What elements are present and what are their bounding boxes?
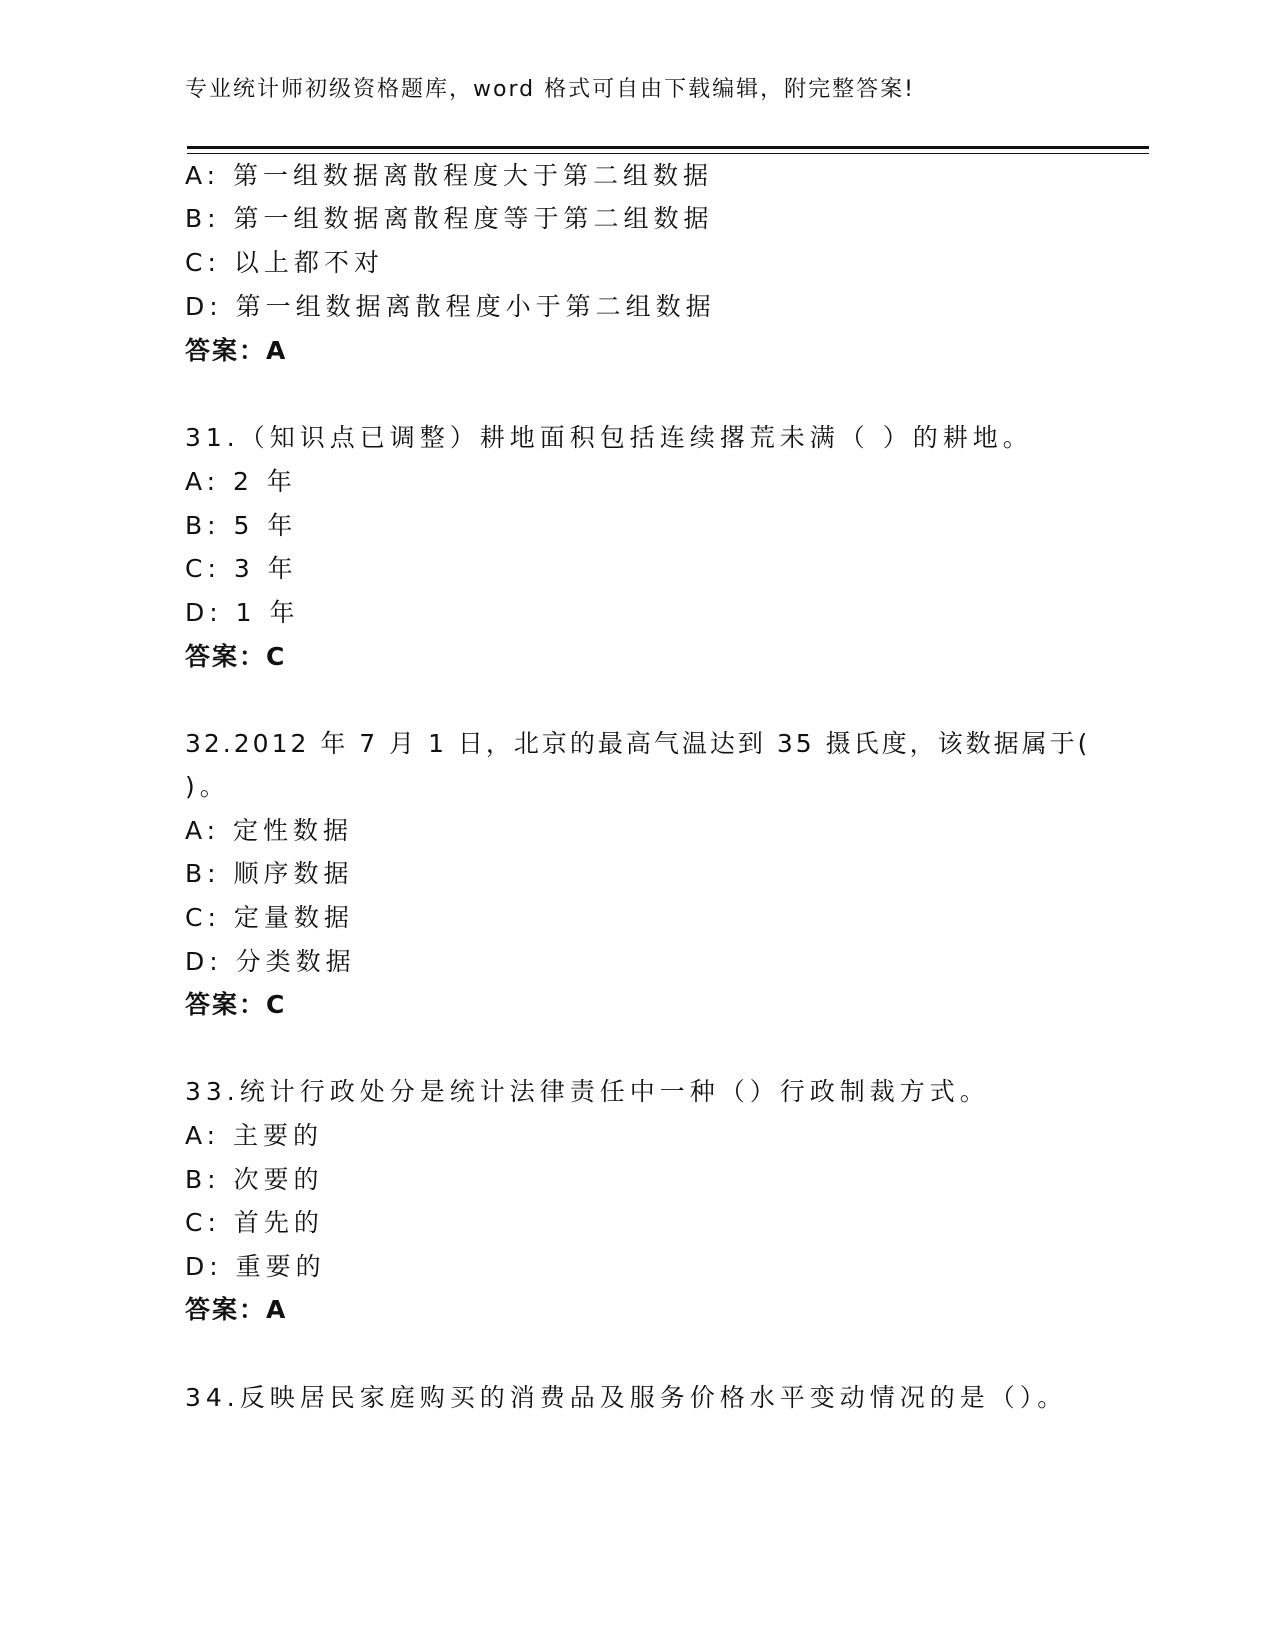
q33-question: 33.统计行政处分是统计法律责任中一种（）行政制裁方式。: [185, 1077, 990, 1106]
q31-answer: 答案：C: [185, 642, 287, 671]
q33-option-c: C: 首先的: [185, 1208, 324, 1237]
q33-answer: 答案：A: [185, 1295, 288, 1324]
q33-option-b: B: 次要的: [185, 1165, 324, 1194]
page-header-text: 专业统计师初级资格题库，word 格式可自由下载编辑，附完整答案!: [185, 77, 915, 102]
q33-option-a: A: 主要的: [185, 1121, 324, 1150]
q32-question-line2: )。: [185, 772, 230, 801]
q32-option-d: D: 分类数据: [185, 947, 356, 976]
q30-option-b: B: 第一组数据离散程度等于第二组数据: [185, 204, 714, 233]
q31-question: 31.（知识点已调整）耕地面积包括连续撂荒未满（ ）的耕地。: [185, 423, 1033, 452]
q32-option-a: A: 定性数据: [185, 816, 354, 845]
q31-option-c: C: 3 年: [185, 554, 298, 583]
q31-option-b: B: 5 年: [185, 511, 298, 540]
q32-answer: 答案：C: [185, 990, 287, 1019]
q34-question: 34.反映居民家庭购买的消费品及服务价格水平变动情况的是（）。: [185, 1383, 1068, 1412]
q31-option-d: D: 1 年: [185, 598, 300, 627]
q31-option-a: A: 2 年: [185, 467, 297, 496]
header-divider-thick: [187, 146, 1149, 149]
q32-question-line1: 32.2012 年 7 月 1 日，北京的最高气温达到 35 摄氏度，该数据属于(: [185, 729, 1091, 758]
header-divider-thin: [187, 153, 1149, 154]
q30-answer: 答案：A: [185, 336, 288, 365]
q30-option-a: A: 第一组数据离散程度大于第二组数据: [185, 161, 714, 190]
q33-option-d: D: 重要的: [185, 1252, 326, 1281]
q30-option-c: C: 以上都不对: [185, 248, 384, 277]
q32-option-c: C: 定量数据: [185, 903, 354, 932]
q32-option-b: B: 顺序数据: [185, 859, 354, 888]
q30-option-d: D: 第一组数据离散程度小于第二组数据: [185, 292, 716, 321]
